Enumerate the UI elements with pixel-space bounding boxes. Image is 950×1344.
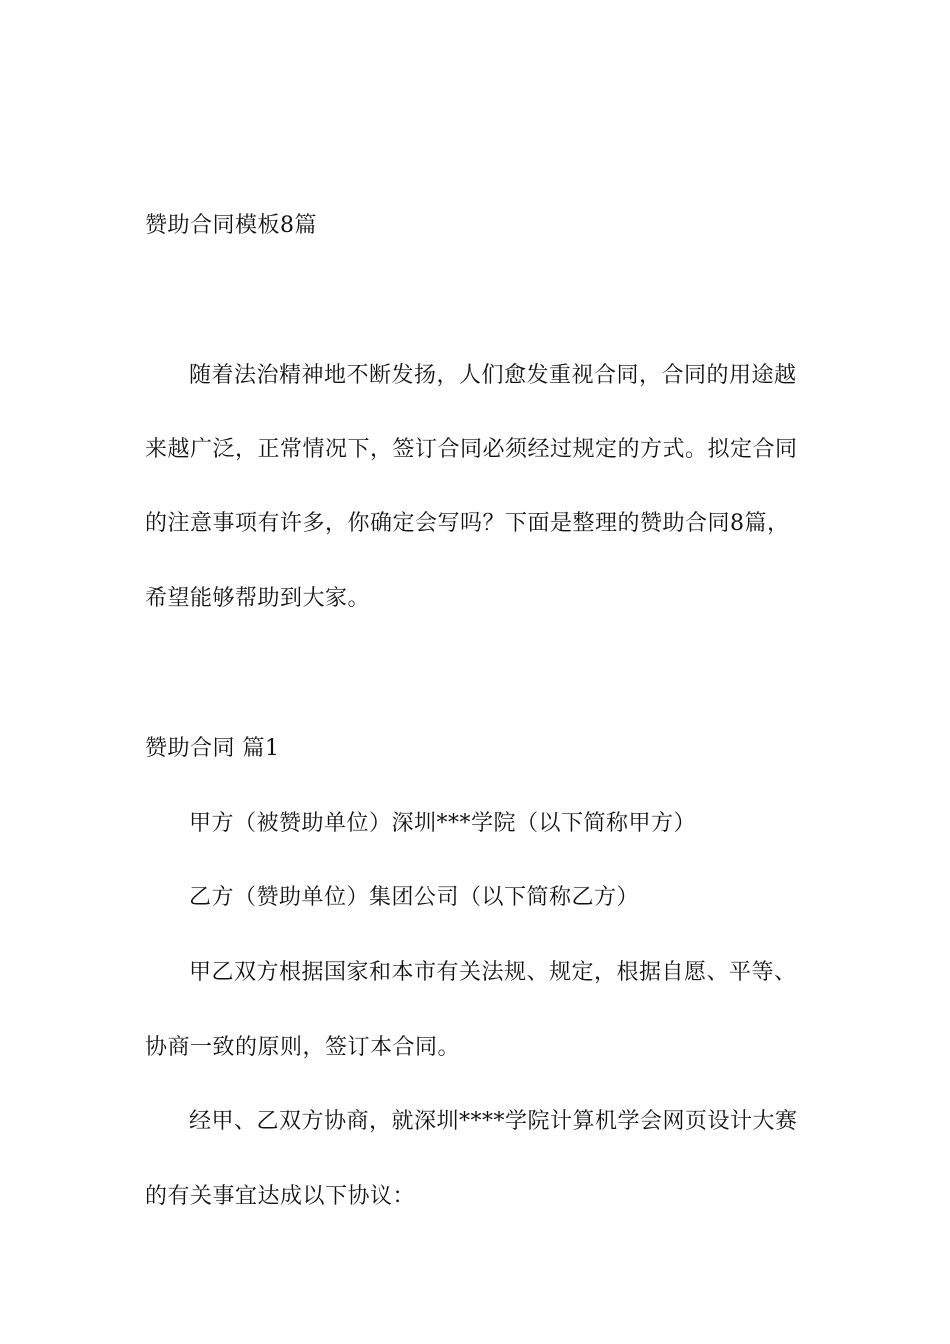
para1-line-2: 协商一致的原则，签订本合同。 (145, 1035, 461, 1060)
party-b-line: 乙方（赞助单位）集团公司（以下简称乙方） (189, 885, 640, 910)
intro-line-3: 的注意事项有许多，你确定会写吗？下面是整理的赞助合同8篇， (145, 511, 790, 536)
intro-line-2: 来越广泛，正常情况下，签订合同必须经过规定的方式。拟定合同 (145, 437, 798, 462)
section-heading: 赞助合同 篇1 (145, 736, 280, 761)
para2-line-1: 经甲、乙双方协商，就深圳****学院计算机学会网页设计大赛 (189, 1109, 798, 1134)
para1-line-1: 甲乙双方根据国家和本市有关法规、规定，根据自愿、平等、 (189, 960, 797, 985)
party-a-line: 甲方（被赞助单位）深圳***学院（以下简称甲方） (189, 811, 697, 836)
intro-line-1: 随着法治精神地不断发扬，人们愈发重视合同，合同的用途越 (189, 363, 797, 388)
para2-line-2: 的有关事宜达成以下协议： (145, 1184, 416, 1209)
intro-line-4: 希望能够帮助到大家。 (145, 586, 371, 611)
document-title: 赞助合同模板8篇 (145, 213, 317, 238)
